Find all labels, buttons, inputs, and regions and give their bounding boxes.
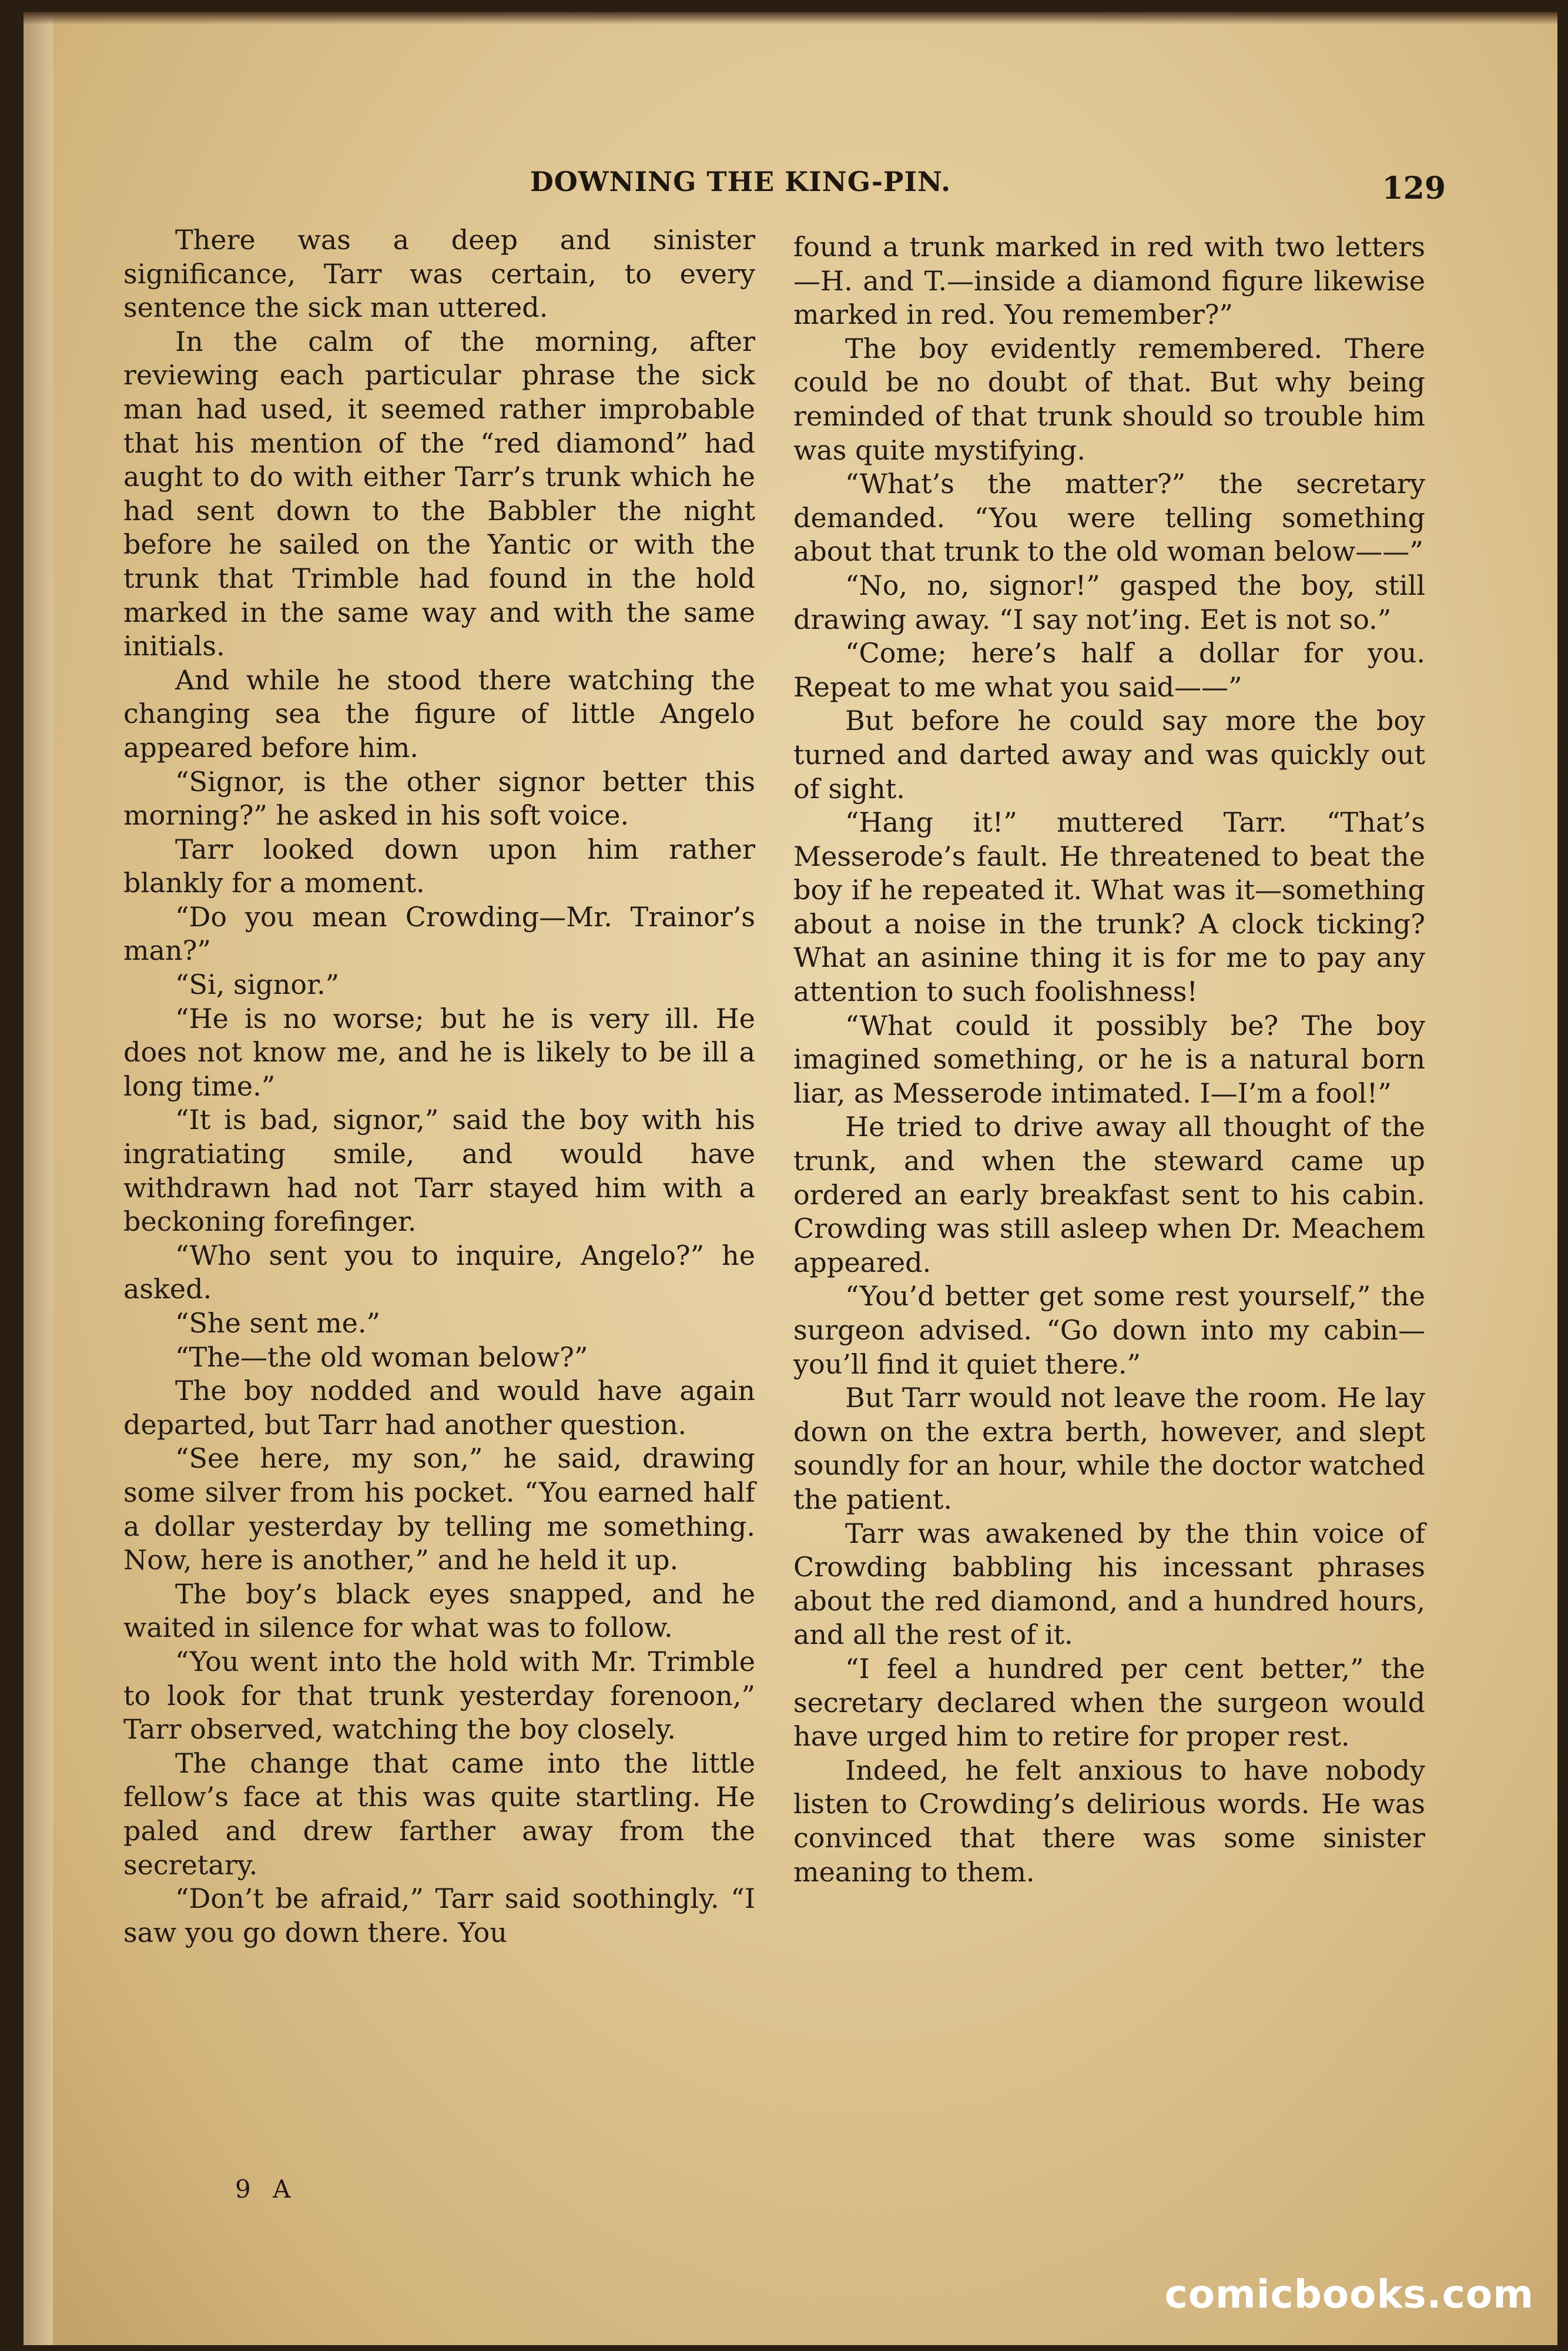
watermark: comicbooks.com [1164, 2272, 1534, 2317]
running-head-title: DOWNING THE KING-PIN. [530, 166, 951, 197]
book-page [24, 12, 1557, 2345]
page-spine-shadow [24, 12, 53, 2345]
signature-mark: 9 A [235, 2175, 298, 2203]
paragraph: “You went into the hold with Mr. Trimble to look for that trunk yesterday forenoon,” Tarr observed, watching the boy closely. [123, 1645, 755, 1746]
paragraph: “I feel a hundred per cent better,” the secretary declared when the surgeon would have urged him to retire for proper rest. [793, 1652, 1425, 1753]
paragraph: “See here, my son,” he said, drawing some silver from his pocket. “You earned half a dollar yesterday by telling me something. Now, here is another,” and he held it up. [123, 1442, 755, 1576]
paragraph: “What could it possibly be? The boy imagined something, or he is a natural born liar, as Messerode intimated. I—I’m a fool!” [793, 1009, 1425, 1109]
paragraph: Indeed, he felt anxious to have nobody listen to Crowding’s delirious words. He was convinced that there was some sinister meaning to them. [793, 1754, 1425, 1888]
page-top-edge [24, 12, 1557, 25]
paragraph: There was a deep and sinister significance, Tarr was certain, to every sentence the sick man uttered. [123, 224, 755, 324]
paragraph: In the calm of the morning, after reviewing each particular phrase the sick man had used, it seemed rather improbable that his mention of the “red diamond” had aught to do with either Tarr’s trunk which he had sent down to the Babbler the night before he sailed on the Yantic or with the trunk that Trimble had found in the hold marked in the same way and with the same initials. [123, 325, 755, 662]
right-column [793, 230, 1425, 1889]
paragraph: The boy evidently remembered. There could be no doubt of that. But why being reminded of that trunk should so trouble him was quite mystifying. [793, 332, 1425, 466]
paragraph: “Come; here’s half a dollar for you. Repeat to me what you said——” [793, 637, 1425, 703]
paragraph: Tarr looked down upon him rather blankly for a moment. [123, 833, 755, 899]
paragraph: But Tarr would not leave the room. He lay down on the extra berth, however, and slept soundly for an hour, while the doctor watched the patient. [793, 1382, 1425, 1515]
paragraph: But before he could say more the boy turned and darted away and was quickly out of sight. [793, 705, 1425, 805]
page-number: 129 [1382, 170, 1446, 206]
paragraph: He tried to drive away all thought of the trunk, and when the steward came up ordered an early breakfast sent to his cabin. Crowding was still asleep when Dr. Meachem appeared. [793, 1111, 1425, 1278]
paragraph: The boy’s black eyes snapped, and he waited in silence for what was to follow. [123, 1578, 755, 1644]
paragraph: “No, no, signor!” gasped the boy, still drawing away. “I say not’ing. Eet is not so.” [793, 569, 1425, 635]
running-head [106, 166, 1458, 207]
paragraph: “You’d better get some rest yourself,” the surgeon advised. “Go down into my cabin—you’ll find it quiet there.” [793, 1280, 1425, 1380]
paragraph: Tarr was awakened by the thin voice of Crowding babbling his incessant phrases about the red diamond, and a hundred hours, and all the rest of it. [793, 1517, 1425, 1651]
paragraph: “Who sent you to inquire, Angelo?” he asked. [123, 1239, 755, 1305]
paragraph: “He is no worse; but he is very ill. He does not know me, and he is likely to be ill a long time.” [123, 1002, 755, 1102]
paragraph: “It is bad, signor,” said the boy with his ingratiating smile, and would have withdrawn had not Tarr stayed him with a beckoning forefinger. [123, 1104, 755, 1238]
paragraph: The boy nodded and would have again departed, but Tarr had another question. [123, 1375, 755, 1441]
paragraph: “What’s the matter?” the secretary demanded. “You were telling something about that trunk to the old woman below——” [793, 468, 1425, 568]
paragraph: “Signor, is the other signor better this morning?” he asked in his soft voice. [123, 765, 755, 832]
paragraph: And while he stood there watching the changing sea the figure of little Angelo appeared before him. [123, 664, 755, 763]
paragraph: “Don’t be afraid,” Tarr said soothingly. “I saw you go down there. You [123, 1883, 755, 1948]
paragraph: The change that came into the little fellow’s face at this was quite startling. He paled and drew farther away from the secretary. [123, 1747, 755, 1881]
paragraph: “Do you mean Crowding—Mr. Trainor’s man?” [123, 900, 755, 967]
paragraph: “Hang it!” muttered Tarr. “That’s Messerode’s fault. He threatened to beat the boy if he repeated it. What was it—something about a noise in the trunk? A clock ticking? What an asinine thing it is for me to pay any attention to such foolishness! [793, 806, 1425, 1008]
paragraph: “She sent me.” [175, 1307, 381, 1339]
paragraph: “The—the old woman below?” [175, 1341, 588, 1373]
paragraph: “Si, signor.” [175, 969, 340, 1001]
paragraph-continuation: found a trunk marked in red with two letters—H. and T.—inside a diamond figure likewise marked in red. You remember?” [793, 231, 1425, 331]
left-column [123, 223, 755, 1950]
